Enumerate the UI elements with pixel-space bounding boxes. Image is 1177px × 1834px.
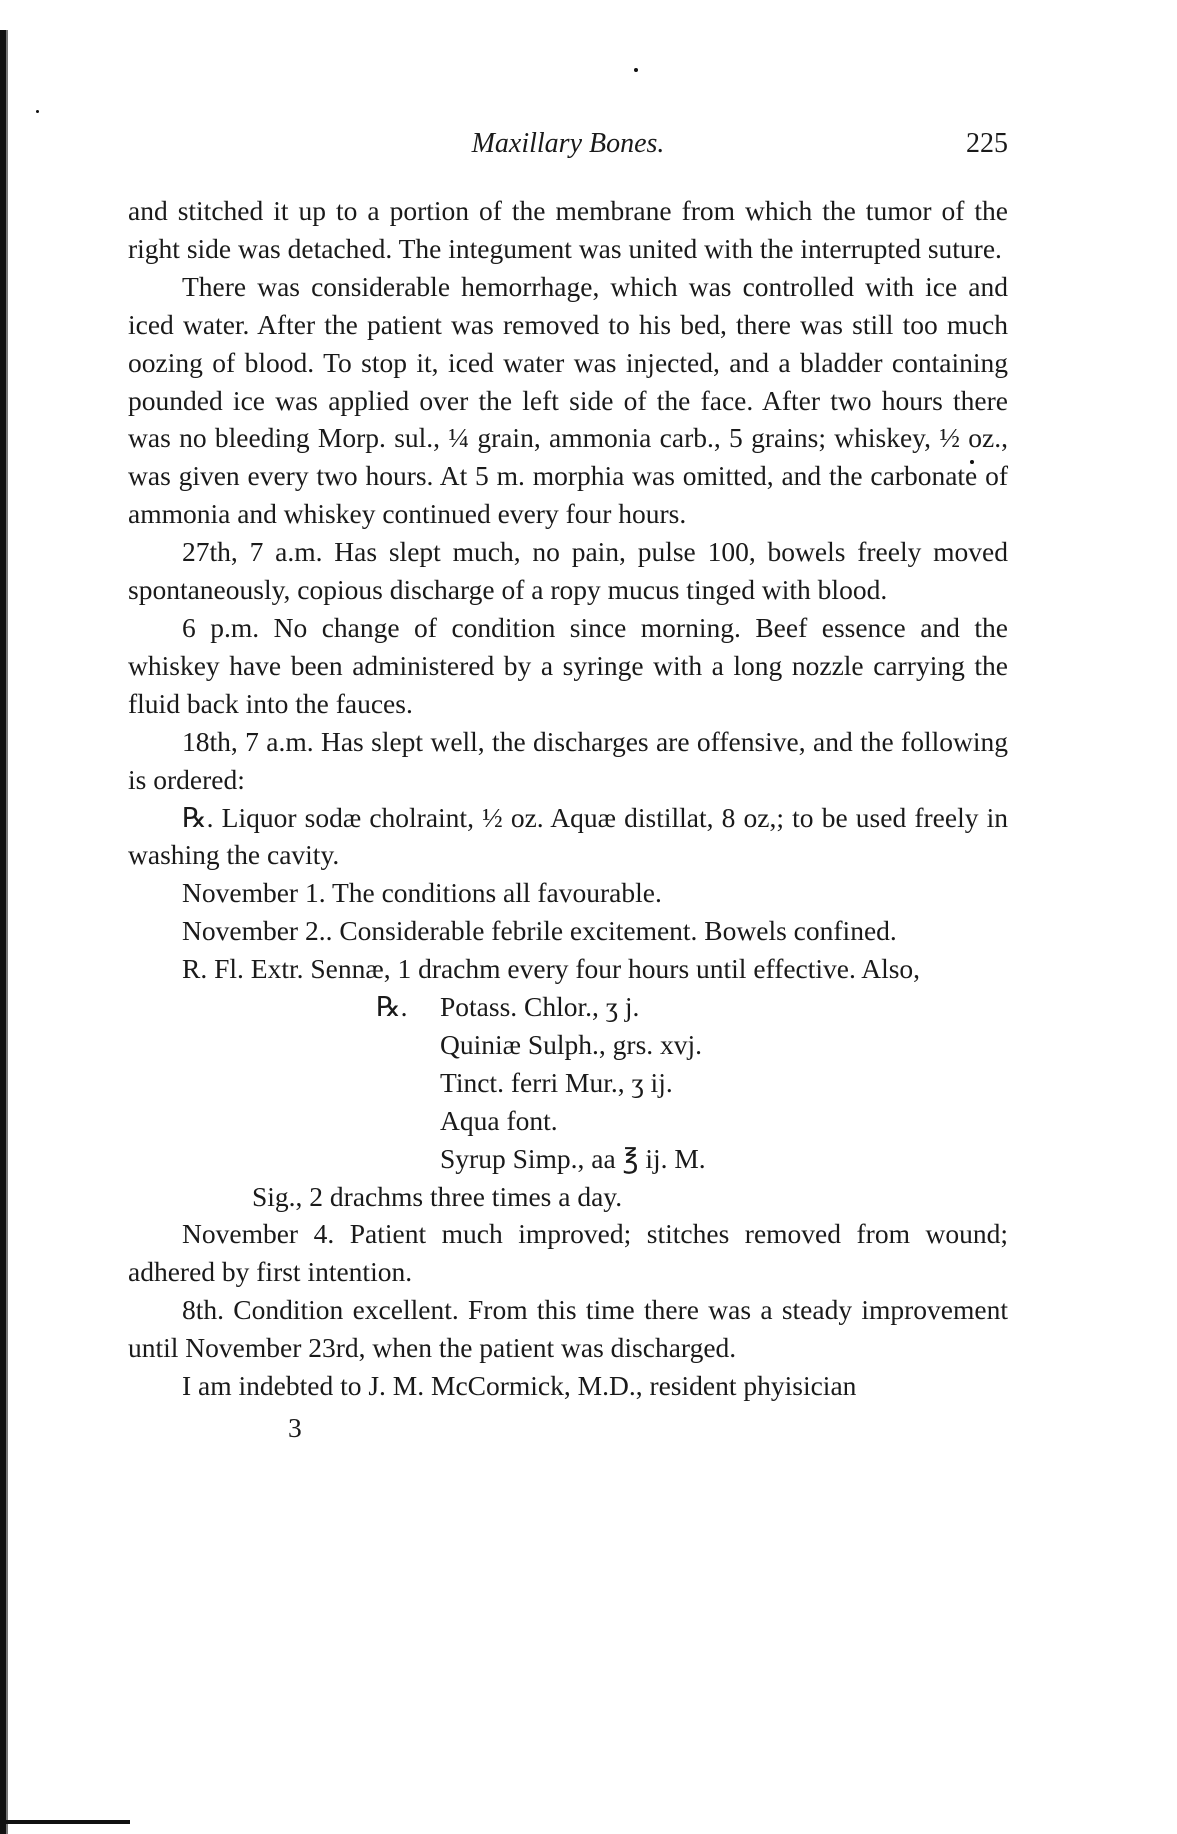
prescription-item: Potass. Chlor., ʒ j. [440,991,640,1023]
paragraph: November 2.. Considerable febrile excitement. Bowels confined. [182,915,897,947]
page-number: 225 [966,128,1008,159]
paragraph: November 4. Patient much improved; stitches removed from wound; adhered by first intention. [128,1218,1008,1288]
ink-speck [634,68,638,72]
paragraph: 8th. Condition excellent. From this time there was a steady improvement until November 23rd, when the patient was discharged. [128,1294,1008,1364]
paragraph: There was considerable hemorrhage, which was controlled with ice and iced water. After the patient was removed to his bed, there was still too much oozing of blood. To stop it, iced water was injected, and a bladder containing pounded ice was applied over the left side of the face. After two hours there was no bleeding Morp. sul., ¼ grain, ammonia carb., 5 grains; whiskey, ½ oz., was given every two hours. At 5 m. morphia was omitted, and the carbonate of ammonia and whiskey continued every four hours. [128,270,1008,530]
paragraph: I am indebted to J. M. McCormick, M.D., resident phyisician [182,1370,857,1402]
paragraph: ℞. Liquor sodæ cholraint, ½ oz. Aquæ distillat, 8 oz,; to be used freely in washing the cavity. [128,801,1008,871]
binding-foot [0,1820,130,1824]
prescription-block [128,988,1008,1178]
page-header [128,128,1008,168]
running-head: Maxillary Bones. [471,128,665,159]
paragraph: 6 p.m. No change of condition since morning. Beef essence and the whiskey have been administered by a syringe with a long nozzle carrying the fluid back into the fauces. [128,611,1008,719]
paragraph: 27th, 7 a.m. Has slept much, no pain, pulse 100, bowels freely moved spontaneously, copious discharge of a ropy mucus tinged with blood. [128,536,1008,606]
prescription-symbol: ℞. [376,991,408,1023]
ink-speck [36,110,39,113]
prescription-sig: Sig., 2 drachms three times a day. [252,1180,623,1212]
signature-mark: 3 [288,1412,302,1443]
prescription-item: Syrup Simp., aa ℥ ij. M. [440,1142,706,1174]
paragraph: R. Fl. Extr. Sennæ, 1 drachm every four hours until effective. Also, [182,953,921,985]
binding-shadow [6,30,8,1834]
body-text [128,192,1008,1447]
prescription-item: Aqua font. [440,1104,558,1136]
paragraph: and stitched it up to a portion of the membrane from which the tumor of the right side was detached. The integument was united with the interrupted suture. [128,195,1008,264]
prescription-item: Quiniæ Sulph., grs. xvj. [440,1028,703,1060]
paragraph: 18th, 7 a.m. Has slept well, the discharges are offensive, and the following is ordered: [128,725,1008,795]
prescription-item: Tinct. ferri Mur., ʒ ij. [440,1066,673,1098]
paragraph: November 1. The conditions all favourable. [182,877,662,909]
